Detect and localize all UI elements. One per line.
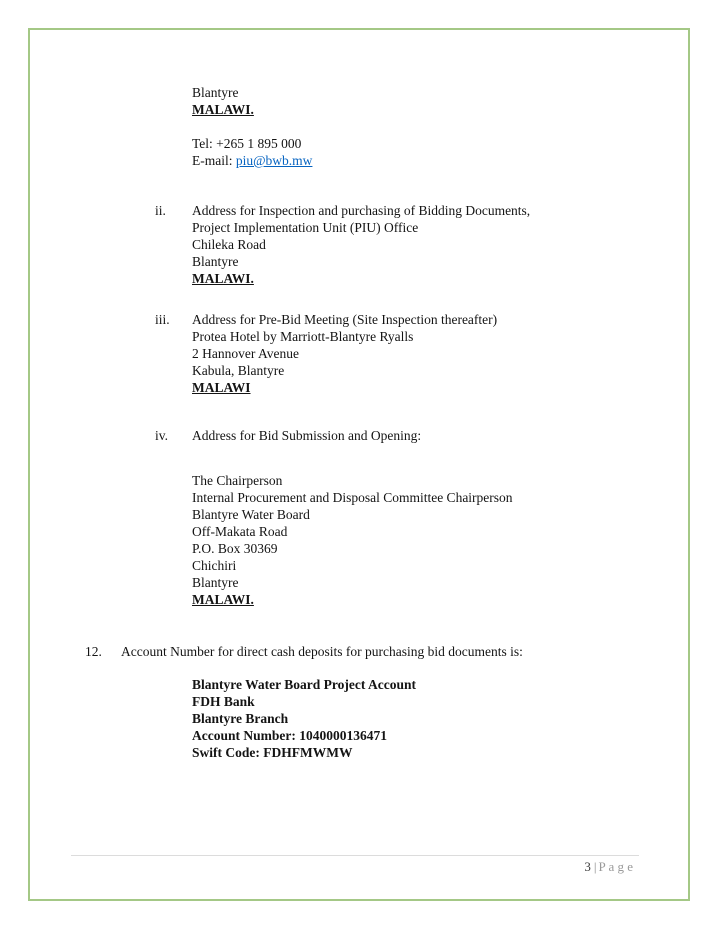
bank-account-block (192, 676, 416, 761)
address-item-iv (155, 427, 421, 444)
address-line: Blantyre (192, 85, 239, 100)
submission-address-block (192, 472, 513, 608)
address-line: Kabula, Blantyre (192, 363, 285, 378)
address-line: Chileka Road (192, 237, 266, 252)
address-line: Address for Inspection and purchasing of Bidding Documents, (192, 203, 531, 218)
address-line: Address for Pre-Bid Meeting (Site Inspection thereafter) (192, 312, 498, 327)
list-marker: iv. (155, 428, 168, 443)
address-line: The Chairperson (192, 473, 283, 488)
address-line: Blantyre Water Board (192, 507, 310, 522)
address-heading: Address for Bid Submission and Opening: (192, 428, 422, 443)
footer-separator: | (593, 859, 597, 874)
blank-line (192, 118, 312, 135)
account-line: Blantyre Branch (192, 711, 289, 726)
address-line: Blantyre (192, 254, 239, 269)
account-line: Blantyre Water Board Project Account (192, 677, 416, 692)
account-line: Swift Code: FDHFMWMW (192, 745, 353, 760)
list-marker: iii. (155, 312, 170, 327)
list-marker: ii. (155, 203, 166, 218)
country-line: MALAWI. (192, 271, 254, 286)
address-item-ii (155, 202, 530, 287)
account-line: FDH Bank (192, 694, 255, 709)
contact-block (192, 84, 312, 169)
address-line: Blantyre (192, 575, 239, 590)
list-marker: 12. (85, 644, 102, 659)
address-line: Internal Procurement and Disposal Committee Chairperson (192, 490, 513, 505)
country-line: MALAWI. (192, 102, 254, 117)
email-label: E-mail: (192, 153, 236, 168)
country-line: MALAWI. (192, 592, 254, 607)
footer-page-label: P a g e (598, 859, 633, 874)
page-number: 3 (584, 859, 591, 874)
numbered-item-12 (85, 643, 523, 660)
address-line: 2 Hannover Avenue (192, 346, 299, 361)
address-line: Protea Hotel by Marriott-Blantyre Ryalls (192, 329, 414, 344)
country-line: MALAWI (192, 380, 251, 395)
page-border (28, 28, 690, 901)
address-line: Chichiri (192, 558, 237, 573)
account-line: Account Number: 1040000136471 (192, 728, 387, 743)
page-footer (71, 855, 639, 875)
address-line: P.O. Box 30369 (192, 541, 278, 556)
email-line (192, 152, 312, 169)
tel-line: Tel: +265 1 895 000 (192, 136, 302, 151)
address-item-iii (155, 311, 497, 396)
address-line: Off-Makata Road (192, 524, 288, 539)
email-link[interactable]: piu@bwb.mw (235, 153, 313, 168)
item-text: Account Number for direct cash deposits for purchasing bid documents is: (121, 644, 523, 659)
address-line: Project Implementation Unit (PIU) Office (192, 220, 419, 235)
